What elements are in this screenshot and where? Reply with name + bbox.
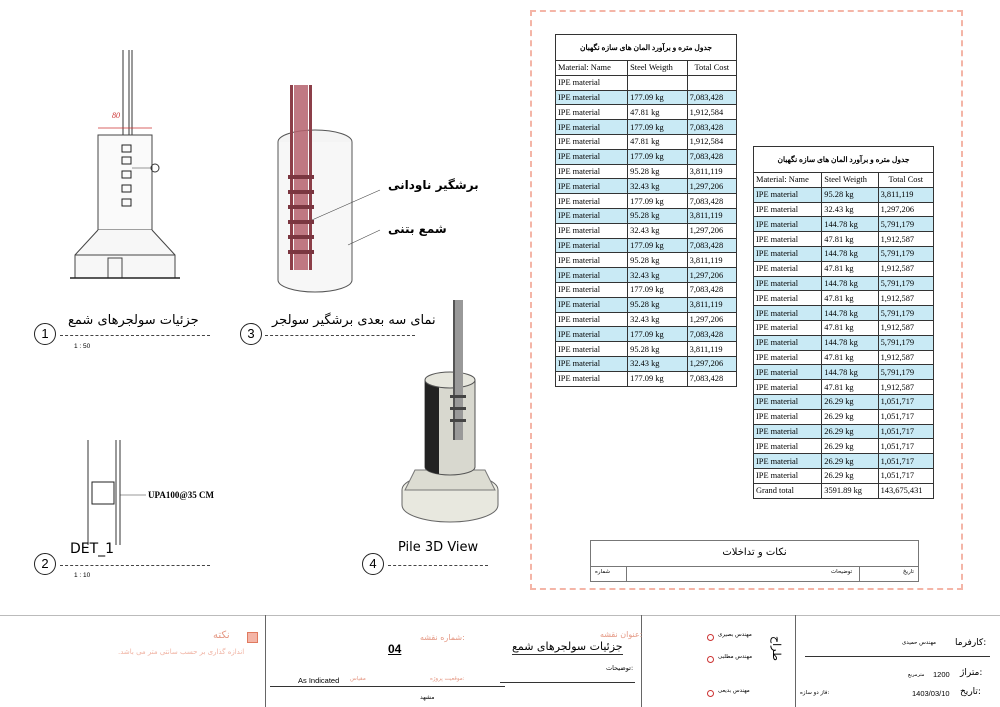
cost-cell: 5,791,179 [878, 246, 933, 261]
weight-cell: 144.78 kg [822, 335, 878, 350]
weight-cell: 26.29 kg [822, 468, 878, 483]
weight-cell: 177.09 kg [628, 194, 688, 209]
tb-divider-1 [265, 615, 266, 707]
cost-cell: 7,083,428 [687, 120, 736, 135]
table-row [754, 276, 934, 291]
cost-cell: 3,811,119 [687, 208, 736, 223]
weight-cell: 47.81 kg [822, 291, 878, 306]
cost-cell: 7,083,428 [687, 194, 736, 209]
material-cell: IPE material [754, 439, 822, 454]
schedule-table-2 [753, 146, 934, 499]
material-cell: IPE material [754, 291, 822, 306]
cost-cell: 1,912,587 [878, 291, 933, 306]
engineer-3: مهندس بدیعی [718, 688, 750, 694]
weight-cell: 32.43 kg [628, 312, 688, 327]
cost-cell: 1,297,206 [687, 356, 736, 371]
material-cell: IPE material [556, 164, 628, 179]
material-cell: IPE material [754, 380, 822, 395]
grand-total-cell: Grand total [754, 483, 822, 498]
schedule-table-1 [555, 34, 737, 387]
weight-cell: 144.78 kg [822, 246, 878, 261]
material-cell: IPE material [556, 371, 628, 386]
view4-underline [388, 565, 488, 566]
view2-scale: 1 : 10 [74, 572, 91, 579]
weight-cell: 47.81 kg [822, 320, 878, 335]
table-row [754, 380, 934, 395]
grand-total-cell: 3591.89 kg [822, 483, 878, 498]
material-cell: IPE material [556, 194, 628, 209]
view1-drawing [60, 50, 190, 290]
cost-cell: 1,051,717 [878, 394, 933, 409]
view2-underline [60, 565, 210, 566]
view3-number: 3 [240, 323, 262, 345]
table-row [556, 371, 737, 386]
schedule1-header-cost: Total Cost [687, 61, 736, 76]
client-label: کارفرما: [955, 638, 987, 648]
material-cell: IPE material [556, 90, 628, 105]
schedule2-header-cost: Total Cost [878, 173, 933, 188]
engineer-2: مهندس مطلبی [718, 654, 753, 660]
table-row [556, 253, 737, 268]
note-icon [247, 632, 258, 643]
engineer-dot-2 [707, 656, 714, 663]
cost-cell: 7,083,428 [687, 327, 736, 342]
weight-cell: 177.09 kg [628, 371, 688, 386]
material-cell: IPE material [754, 306, 822, 321]
material-cell: IPE material [556, 75, 628, 90]
sheet-number-label: شماره نقشه: [420, 633, 465, 642]
area-unit: مترمربع [908, 672, 925, 678]
weight-cell: 26.29 kg [822, 409, 878, 424]
cost-cell: 3,811,119 [687, 297, 736, 312]
cost-cell: 5,791,179 [878, 276, 933, 291]
material-cell: IPE material [754, 217, 822, 232]
area-value: 1200 [933, 670, 950, 679]
designer-logo: طراح [770, 636, 783, 661]
cost-cell: 1,051,717 [878, 409, 933, 424]
table-row [754, 261, 934, 276]
table-row [556, 312, 737, 327]
weight-cell: 47.81 kg [822, 232, 878, 247]
view1-underline [60, 335, 210, 336]
sheet-title-label: عنوان نقشه: [600, 630, 643, 639]
material-cell: IPE material [754, 394, 822, 409]
table-row [754, 409, 934, 424]
client-value: مهندس حمیدی [902, 640, 936, 646]
material-cell: IPE material [754, 232, 822, 247]
table-row [556, 356, 737, 371]
weight-cell: 95.28 kg [628, 208, 688, 223]
view1-title: جزئیات سولجرهای شمع [68, 313, 199, 328]
cost-cell: 1,912,584 [687, 134, 736, 149]
area-label: متراژ: [960, 668, 983, 678]
material-cell: IPE material [556, 105, 628, 120]
schedule1-title: جدول متره و برآورد المان های سازه نگهبان [556, 35, 737, 61]
sheet-number: 04 [388, 642, 402, 656]
material-cell: IPE material [556, 297, 628, 312]
schedule2-header-name: Material: Name [754, 173, 822, 188]
table-row [556, 208, 737, 223]
cost-cell: 5,791,179 [878, 217, 933, 232]
weight-cell [628, 75, 688, 90]
material-cell: IPE material [754, 276, 822, 291]
cost-cell: 7,083,428 [687, 90, 736, 105]
table-row [754, 365, 934, 380]
table-row [556, 194, 737, 209]
table-row [556, 238, 737, 253]
view2-note: UPA100@35 CM [148, 490, 214, 500]
view4-title: Pile 3D View [398, 540, 479, 555]
material-cell: IPE material [754, 335, 822, 350]
cost-cell: 1,297,206 [687, 268, 736, 283]
cost-cell: 1,912,587 [878, 232, 933, 247]
grand-total-row [754, 483, 934, 498]
notes-box [590, 540, 919, 582]
table-row [556, 297, 737, 312]
sheet-title: جزئیات سولجرهای شمع [512, 640, 623, 653]
weight-cell: 177.09 kg [628, 120, 688, 135]
cost-cell: 3,811,119 [687, 253, 736, 268]
date-label: تاریخ: [960, 687, 981, 697]
notes-title: نکات و تداخلات [722, 547, 787, 558]
table-row [556, 134, 737, 149]
schedule1-header-name: Material: Name [556, 61, 628, 76]
weight-cell: 26.29 kg [822, 394, 878, 409]
cost-cell: 5,791,179 [878, 306, 933, 321]
weight-cell: 177.09 kg [628, 238, 688, 253]
notes-col-num: شماره [595, 569, 611, 575]
view3-label-channel: برشگیر ناودانی [388, 178, 479, 192]
weight-cell: 177.09 kg [628, 327, 688, 342]
cost-cell: 1,297,206 [878, 202, 933, 217]
cost-cell: 5,791,179 [878, 365, 933, 380]
table-row [754, 394, 934, 409]
cost-cell: 7,083,428 [687, 371, 736, 386]
view4-drawing [395, 295, 515, 535]
table-row [556, 164, 737, 179]
material-cell: IPE material [754, 350, 822, 365]
weight-cell: 47.81 kg [822, 261, 878, 276]
material-cell: IPE material [556, 223, 628, 238]
cost-cell: 7,083,428 [687, 238, 736, 253]
table-row [556, 282, 737, 297]
scale-value: As Indicated [298, 676, 340, 685]
weight-cell: 177.09 kg [628, 149, 688, 164]
weight-cell: 95.28 kg [628, 253, 688, 268]
table-row [754, 217, 934, 232]
material-cell: IPE material [754, 424, 822, 439]
desc-underline [500, 682, 635, 683]
cost-cell: 1,912,584 [687, 105, 736, 120]
cost-cell: 1,297,206 [687, 179, 736, 194]
weight-cell: 95.28 kg [628, 164, 688, 179]
material-cell: IPE material [754, 202, 822, 217]
client-underline [805, 656, 990, 657]
engineer-dot-1 [707, 634, 714, 641]
cost-cell: 3,811,119 [687, 164, 736, 179]
weight-cell: 95.28 kg [628, 297, 688, 312]
table-row [556, 342, 737, 357]
material-cell: IPE material [556, 282, 628, 297]
table-row [556, 149, 737, 164]
material-cell: IPE material [556, 120, 628, 135]
title-block-top-line [0, 615, 1000, 616]
weight-cell: 26.29 kg [822, 454, 878, 469]
material-cell: IPE material [754, 187, 822, 202]
view3-label-pile: شمع بتنی [388, 222, 447, 236]
view3-drawing [270, 80, 390, 305]
tb-divider-3 [795, 615, 796, 707]
material-cell: IPE material [556, 342, 628, 357]
weight-cell: 144.78 kg [822, 217, 878, 232]
weight-cell: 144.78 kg [822, 276, 878, 291]
weight-cell: 144.78 kg [822, 365, 878, 380]
location-label: موقعیت پروژه: [430, 676, 465, 682]
material-cell: IPE material [556, 208, 628, 223]
material-cell: IPE material [754, 365, 822, 380]
table-row [754, 424, 934, 439]
material-cell: IPE material [556, 268, 628, 283]
table-row [556, 90, 737, 105]
weight-cell: 47.81 kg [822, 380, 878, 395]
material-cell: IPE material [754, 409, 822, 424]
cost-cell: 7,083,428 [687, 149, 736, 164]
material-cell: IPE material [556, 312, 628, 327]
table-row [556, 75, 737, 90]
cost-cell: 1,912,587 [878, 261, 933, 276]
table-row [556, 327, 737, 342]
material-cell: IPE material [754, 320, 822, 335]
cost-cell: 5,791,179 [878, 335, 933, 350]
view4-number: 4 [362, 553, 384, 575]
weight-cell: 95.28 kg [822, 187, 878, 202]
view3-underline [265, 335, 415, 336]
scale-underline [270, 686, 505, 687]
view1-number: 1 [34, 323, 56, 345]
table-row [556, 223, 737, 238]
note-title: نکته [213, 630, 230, 641]
cost-cell [687, 75, 736, 90]
cost-cell: 7,083,428 [687, 282, 736, 297]
scale-label: مقیاس [350, 676, 366, 682]
date-value: 1403/03/10 [912, 689, 950, 698]
weight-cell: 47.81 kg [628, 105, 688, 120]
material-cell: IPE material [754, 246, 822, 261]
material-cell: IPE material [556, 327, 628, 342]
table-row [754, 335, 934, 350]
notes-col-desc: توضیحات [831, 569, 853, 575]
tb-divider-2 [641, 615, 642, 707]
cost-cell: 1,051,717 [878, 439, 933, 454]
cost-cell: 1,297,206 [687, 223, 736, 238]
view1-dim-label: 80 [112, 111, 120, 120]
phase-label: فاز دو سازه: [800, 690, 830, 696]
engineer-1: مهندس بصیری [718, 632, 752, 638]
table-row [556, 120, 737, 135]
weight-cell: 47.81 kg [628, 134, 688, 149]
weight-cell: 47.81 kg [822, 350, 878, 365]
location-value: مشهد [420, 694, 435, 701]
material-cell: IPE material [556, 253, 628, 268]
material-cell: IPE material [754, 454, 822, 469]
view2-number: 2 [34, 553, 56, 575]
cost-cell: 1,297,206 [687, 312, 736, 327]
cost-cell: 1,912,587 [878, 380, 933, 395]
material-cell: IPE material [754, 261, 822, 276]
table-row [754, 202, 934, 217]
table-row [754, 306, 934, 321]
table-row [754, 350, 934, 365]
cost-cell: 3,811,119 [878, 187, 933, 202]
schedule1-header-weight: Steel Weigth [628, 61, 688, 76]
weight-cell: 177.09 kg [628, 282, 688, 297]
table-row [754, 232, 934, 247]
material-cell: IPE material [556, 356, 628, 371]
weight-cell: 32.43 kg [628, 179, 688, 194]
table-row [556, 105, 737, 120]
cost-cell: 3,811,119 [687, 342, 736, 357]
note-text: اندازه گذاری بر حسب سانتی متر می باشد. [118, 648, 245, 656]
table-row [556, 179, 737, 194]
weight-cell: 32.43 kg [822, 202, 878, 217]
schedule2-header-weight: Steel Weigth [822, 173, 878, 188]
table-row [754, 439, 934, 454]
table-row [556, 268, 737, 283]
view3-title: نمای سه بعدی برشگیر سولجر [272, 313, 436, 328]
table-row [754, 187, 934, 202]
weight-cell: 177.09 kg [628, 90, 688, 105]
grand-total-cell: 143,675,431 [878, 483, 933, 498]
weight-cell: 32.43 kg [628, 223, 688, 238]
cost-cell: 1,912,587 [878, 350, 933, 365]
material-cell: IPE material [754, 468, 822, 483]
weight-cell: 26.29 kg [822, 424, 878, 439]
view1-scale: 1 : 50 [74, 343, 91, 350]
table-row [754, 291, 934, 306]
weight-cell: 95.28 kg [628, 342, 688, 357]
cost-cell: 1,051,717 [878, 468, 933, 483]
material-cell: IPE material [556, 238, 628, 253]
cost-cell: 1,051,717 [878, 424, 933, 439]
table-row [754, 454, 934, 469]
cost-cell: 1,051,717 [878, 454, 933, 469]
weight-cell: 32.43 kg [628, 356, 688, 371]
engineer-dot-3 [707, 690, 714, 697]
view2-title: DET_1 [70, 541, 115, 557]
notes-col-date: تاریخ [903, 569, 914, 575]
desc-label: توضیحات: [606, 664, 634, 672]
table-row [754, 468, 934, 483]
schedule2-title: جدول متره و برآورد المان های سازه نگهبان [754, 147, 934, 173]
table-row [754, 320, 934, 335]
weight-cell: 32.43 kg [628, 268, 688, 283]
weight-cell: 144.78 kg [822, 306, 878, 321]
material-cell: IPE material [556, 149, 628, 164]
material-cell: IPE material [556, 134, 628, 149]
weight-cell: 26.29 kg [822, 439, 878, 454]
table-row [754, 246, 934, 261]
material-cell: IPE material [556, 179, 628, 194]
cost-cell: 1,912,587 [878, 320, 933, 335]
